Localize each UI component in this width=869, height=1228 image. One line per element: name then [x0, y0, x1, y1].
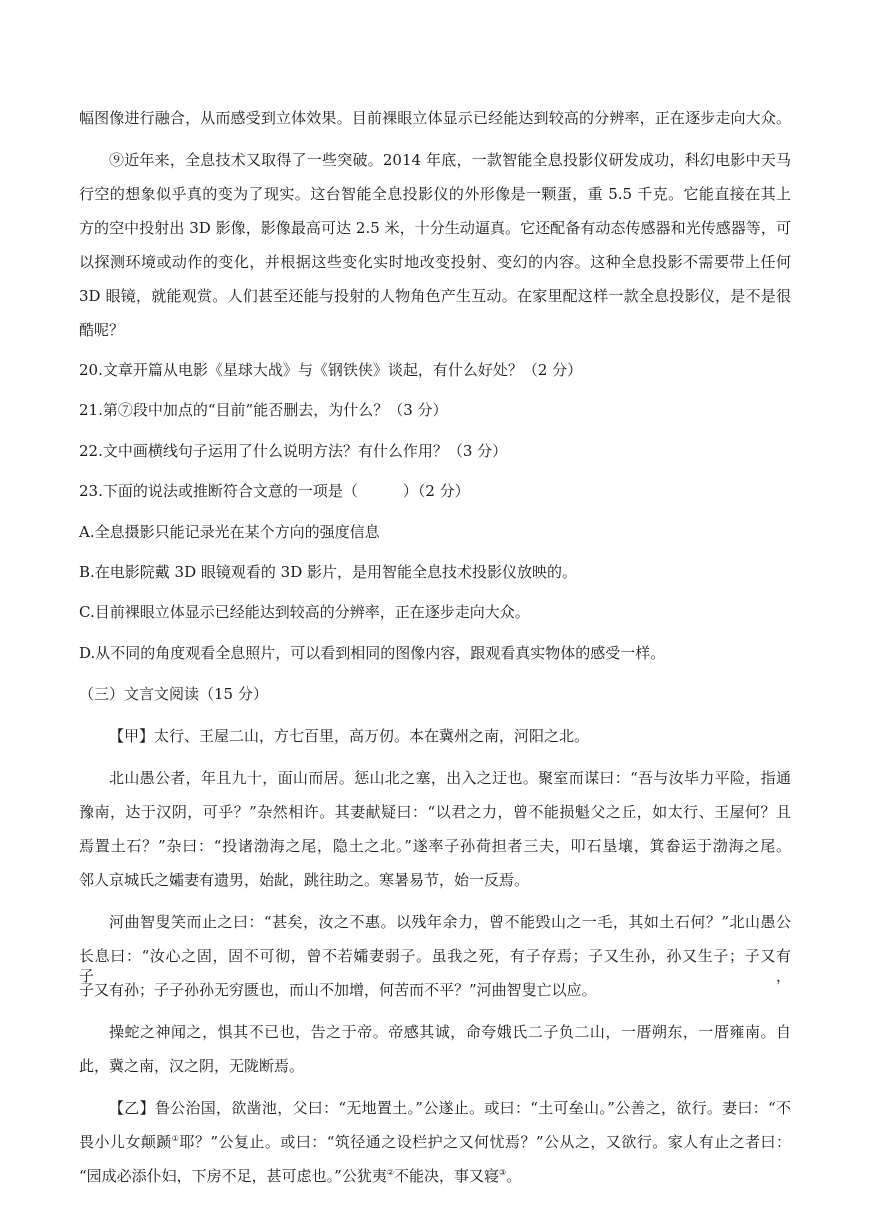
text-segment: 不能决，事又寝 [394, 1167, 500, 1185]
text-line: 行空的想象似乎真的变为了现实。这台智能全息投影仪的外形像是一颗蛋，重 5.5 千克。它能直接在其上 [79, 185, 791, 203]
option-c: C.目前裸眼立体显示已经能达到较高的分辨率，正在逐步走向大众。 [79, 603, 530, 621]
passage-jia-line: 【甲】太行、王屋二山，方七百里，高万仞。本在冀州之南，河阳之北。 [109, 727, 590, 745]
text-line [79, 1132, 791, 1152]
text-line [79, 1166, 791, 1186]
text-line: 幅图像进行融合，从而感受到立体效果。目前裸眼立体显示已经能达到较高的分辨率，正在逐步走向大众。 [79, 109, 791, 127]
footnote-marker: ③ [499, 1168, 507, 1177]
question-22: 22.文中画横线句子运用了什么说明方法？有什么作用？（3 分） [79, 442, 508, 460]
question-20: 20.文章开篇从电影《星球大战》与《钢铁侠》谈起，有什么好处？（2 分） [79, 361, 583, 379]
question-23: 23.下面的说法或推断符合文意的一项是（ ）（2 分） [79, 482, 470, 500]
option-b: B.在电影院戴 3D 眼镜观看的 3D 影片，是用智能全息技术投影仪放映的。 [79, 563, 578, 581]
text-line: 焉置土石？”杂曰：“投诸渤海之尾，隐土之北。”遂率子孙荷担者三夫，叩石垦壤，箕畚运于渤海之尾。 [79, 837, 791, 855]
option-a: A.全息摄影只能记录光在某个方向的强度信息 [79, 523, 380, 541]
text-line: 豫南，达于汉阴，可乎？”杂然相许。其妻献疑曰：“以君之力，曾不能损魁父之丘，如太行、王屋何？且 [79, 803, 791, 821]
text-line: 河曲智叟笑而止之曰：“甚矣，汝之不惠。以残年余力，曾不能毁山之一毛，其如土石何？”北山愚公 [109, 913, 791, 931]
text-line: 子又有孙；子子孙孙无穷匮也，而山不加增，何苦而不平？”河曲智叟亡以应。 [79, 981, 597, 999]
option-d: D.从不同的角度观看全息照片，可以看到相同的图像内容，跟观看真实物体的感受一样。 [79, 644, 666, 662]
text-segment: 畏小儿女颠踬 [79, 1133, 172, 1151]
text-line: 北山愚公者，年且九十，面山而居。惩山北之塞，出入之迂也。聚室而谋曰：“吾与汝毕力平险，指通 [109, 769, 791, 787]
passage-yi-line: 【乙】鲁公治国，欲凿池，父曰：“无地置土。”公遂止。或曰：“土可垒山。”公善之，欲行。妻曰：“不 [109, 1099, 791, 1117]
text-segment: “园成必添仆妇，下房不足，甚可虑也。”公犹夷 [79, 1167, 387, 1185]
text-segment: 耶？”公复止。或曰：“筑径通之设栏护之又何忧焉？”公从之，又欲行。家人有止之者曰： [179, 1133, 791, 1151]
paragraph-9-line: ⑨近年来，全息技术又取得了一些突破。2014 年底，一款智能全息投影仪研发成功，科幻电影中天马 [109, 151, 791, 169]
text-line: 邻人京城氏之孀妻有遗男，始龀，跳往助之。寒暑易节，始一反焉。 [79, 871, 530, 889]
text-line: 方的空中投射出 3D 影像，影像最高可达 2.5 米，十分生动逼真。它还配备有动态传感器和光传感器等，可 [79, 219, 791, 237]
text-line: 长息曰：“汝心之固，固不可彻，曾不若孀妻弱子。虽我之死，有子存焉；子又生孙，孙又生子；子又有子， [79, 947, 791, 985]
text-line: 酷呢？ [79, 321, 125, 339]
footnote-marker: ① [171, 1134, 180, 1143]
footnote-marker: ② [386, 1168, 395, 1177]
text-line: 操蛇之神闻之，惧其不已也，告之于帝。帝感其诚，命夸娥氏二子负二山，一厝朔东，一厝雍南。自 [109, 1023, 791, 1041]
text-segment: 。 [506, 1167, 522, 1185]
text-line: 以探测环境或动作的变化，并根据这些变化实时地改变投射、变幻的内容。这种全息投影不需要带上任何 [79, 253, 791, 271]
text-line: 此，冀之南，汉之阴，无陇断焉。 [79, 1057, 305, 1075]
text-line: 3D 眼镜，就能观赏。人们甚至还能与投射的人物角色产生互动。在家里配这样一款全息投影仪，是不是很 [79, 287, 791, 305]
question-21: 21.第⑦段中加点的“目前”能否删去，为什么？（3 分） [79, 401, 448, 419]
section-heading: （三）文言文阅读（15 分） [79, 685, 268, 703]
